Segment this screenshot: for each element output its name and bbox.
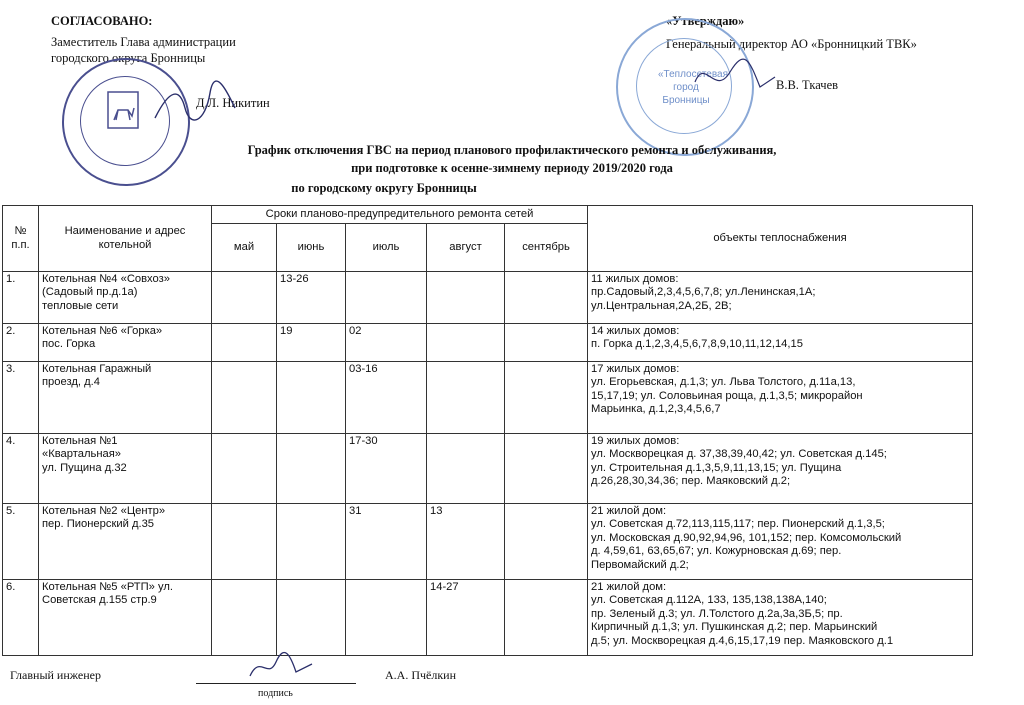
row-cell	[277, 362, 346, 434]
title-line1: График отключения ГВС на период планового профилактического ремонта и обслуживания,	[247, 143, 777, 157]
stamp-line1: «Теплосетевая	[658, 69, 729, 80]
row-objects	[588, 272, 973, 324]
objects-line: 15,17,19; ул. Соловьиная роща, д.1,3,5; микрорайон	[591, 389, 863, 402]
title-line2: при подготовке к осенне-зимнему периоду 2019/2020 года	[351, 161, 673, 175]
row-cell	[505, 272, 588, 324]
row-cell	[427, 272, 505, 324]
row-name-line: Котельная №2 «Центр»	[42, 505, 166, 517]
table-row	[3, 434, 973, 504]
row-cell	[505, 362, 588, 434]
left-signature-icon	[150, 78, 240, 128]
row-cell	[346, 580, 427, 656]
header-name: Наименование и адрес котельной	[39, 206, 212, 272]
footer-signer: А.А. Пчёлкин	[385, 668, 457, 682]
row-name-line: пос. Горка	[42, 338, 96, 351]
objects-line: п. Горка д.1,2,3,4,5,6,7,8,9,10,11,12,14,15	[591, 338, 803, 351]
row-cell	[505, 504, 588, 580]
row-name	[39, 324, 212, 362]
row-cell	[505, 580, 588, 656]
row-num: 6.	[3, 580, 39, 656]
row-num: 2.	[3, 324, 39, 362]
row-name-line: пер. Пионерский д.35	[42, 518, 155, 531]
objects-line: Кирпичный д.1,3; ул. Пушкинская д.2; пер. Марьинский	[591, 621, 878, 634]
row-cell: 02	[346, 324, 427, 362]
row-name-line: Котельная №5 «РТП» ул.	[42, 581, 173, 593]
objects-line: ул. Егорьевская, д.1,3; ул. Льва Толстого, д.11а,13,	[591, 376, 856, 389]
row-name-line: Котельная №1	[42, 435, 118, 447]
objects-line: Марьинка, д.1,2,3,4,5,6,7	[591, 403, 721, 416]
objects-line: д.26,28,30,34,36; пер. Маяковский д.2;	[591, 475, 791, 488]
row-cell	[277, 504, 346, 580]
row-cell: 13-26	[277, 272, 346, 324]
objects-line: 17 жилых домов:	[591, 363, 680, 375]
row-cell	[212, 580, 277, 656]
row-cell	[427, 434, 505, 504]
row-cell: 14-27	[427, 580, 505, 656]
right-signature-icon	[690, 52, 780, 102]
row-cell: 31	[346, 504, 427, 580]
row-cell	[427, 324, 505, 362]
row-name	[39, 580, 212, 656]
objects-line: Первомайский д.2;	[591, 558, 689, 571]
header-month: август	[427, 224, 505, 272]
engineer-signature-icon	[246, 650, 316, 684]
row-objects	[588, 434, 973, 504]
row-cell: 19	[277, 324, 346, 362]
approval-right-line1: Генеральный директор АО «Бронницкий ТВК»	[666, 37, 917, 51]
objects-line: д. 4,59,61, 63,65,67; ул. Кожурновская д.69; пер.	[591, 545, 842, 558]
approval-right-heading: «Утверждаю»	[666, 14, 745, 28]
objects-line: ул. Советская д.72,113,115,117; пер. Пионерский д.1,3,5;	[591, 518, 885, 531]
objects-line: ул. Советская д.112А, 133, 135,138,138А,140;	[591, 594, 827, 607]
approval-left-line2: городского округа Бронницы	[51, 51, 206, 65]
row-name-line: Советская д.155 стр.9	[42, 594, 157, 607]
stamp-line2: город	[673, 82, 699, 93]
row-name	[39, 504, 212, 580]
objects-line: ул. Москворецкая д. 37,38,39,40,42; ул. Советская д.145;	[591, 448, 887, 461]
signature-caption: подпись	[258, 688, 293, 699]
row-cell	[212, 504, 277, 580]
header-month: июль	[346, 224, 427, 272]
objects-line: ул. Строительная д.1,3,5,9,11,13,15; ул. Пущина	[591, 461, 842, 474]
row-cell	[427, 362, 505, 434]
row-name	[39, 434, 212, 504]
objects-line: 19 жилых домов:	[591, 435, 680, 447]
row-cell: 03-16	[346, 362, 427, 434]
header-month: май	[212, 224, 277, 272]
row-num: 5.	[3, 504, 39, 580]
row-name-line: Котельная №4 «Совхоз»	[42, 273, 170, 285]
row-num: 1.	[3, 272, 39, 324]
objects-line: ул. Московская д.90,92,94,96, 101,152; пер. Комсомольский	[591, 531, 902, 544]
row-name-line: Котельная №6 «Горка»	[42, 325, 163, 337]
table-row	[3, 324, 973, 362]
header-objects: объекты теплоснабжения	[588, 206, 973, 272]
row-name-line: Котельная Гаражный	[42, 363, 152, 375]
signature-line	[196, 683, 356, 684]
row-num: 3.	[3, 362, 39, 434]
stamp-line3: Бронницы	[662, 95, 710, 106]
row-cell	[212, 362, 277, 434]
row-cell	[212, 324, 277, 362]
table-row	[3, 272, 973, 324]
row-objects	[588, 580, 973, 656]
objects-line: д.5; ул. Москворецкая д.4,6,15,17,19 пер. Маяковского д.1	[591, 634, 894, 647]
table-row	[3, 580, 973, 656]
objects-line: 11 жилых домов:	[591, 273, 679, 285]
header-num: № п.п.	[3, 206, 39, 272]
row-cell: 13	[427, 504, 505, 580]
approval-left-heading: СОГЛАСОВАНО:	[51, 14, 153, 28]
header-month: июнь	[277, 224, 346, 272]
header-period: Сроки планово-предупредительного ремонта сетей	[212, 206, 588, 224]
objects-line: 14 жилых домов:	[591, 325, 680, 337]
row-name-line: (Садовый пр.д.1а)	[42, 286, 138, 299]
approval-right-signer: В.В. Ткачев	[776, 78, 839, 92]
row-name	[39, 362, 212, 434]
row-cell: 17-30	[346, 434, 427, 504]
objects-line: пр.Садовый,2,3,4,5,6,7,8; ул.Ленинская,1А;	[591, 286, 816, 299]
row-cell	[212, 272, 277, 324]
row-cell	[277, 434, 346, 504]
row-objects	[588, 504, 973, 580]
row-cell	[346, 272, 427, 324]
row-cell	[277, 580, 346, 656]
footer-position: Главный инженер	[10, 668, 101, 682]
row-objects	[588, 324, 973, 362]
row-objects	[588, 362, 973, 434]
table-row	[3, 504, 973, 580]
table-row	[3, 362, 973, 434]
objects-line: ул.Центральная,2А,2Б, 2В;	[591, 299, 732, 312]
objects-line: 21 жилой дом:	[591, 581, 667, 593]
row-name	[39, 272, 212, 324]
approval-left-signer: Д.Л. Никитин	[196, 96, 270, 110]
row-cell	[212, 434, 277, 504]
row-name-line: тепловые сети	[42, 299, 119, 312]
header-month: сентябрь	[505, 224, 588, 272]
row-cell	[505, 324, 588, 362]
row-name-line: проезд, д.4	[42, 376, 100, 389]
objects-line: пр. Зеленый д.3; ул. Л.Толстого д.2а,3а,3Б,5; пр.	[591, 607, 843, 620]
row-name-line: «Квартальная»	[42, 448, 122, 461]
row-name-line: ул. Пущина д.32	[42, 461, 127, 474]
objects-line: 21 жилой дом:	[591, 505, 667, 517]
row-num: 4.	[3, 434, 39, 504]
title-line3: по городскому округу Бронницы	[291, 181, 477, 195]
approval-left-line1: Заместитель Глава администрации	[51, 35, 236, 49]
row-cell	[505, 434, 588, 504]
schedule-table	[2, 205, 973, 656]
